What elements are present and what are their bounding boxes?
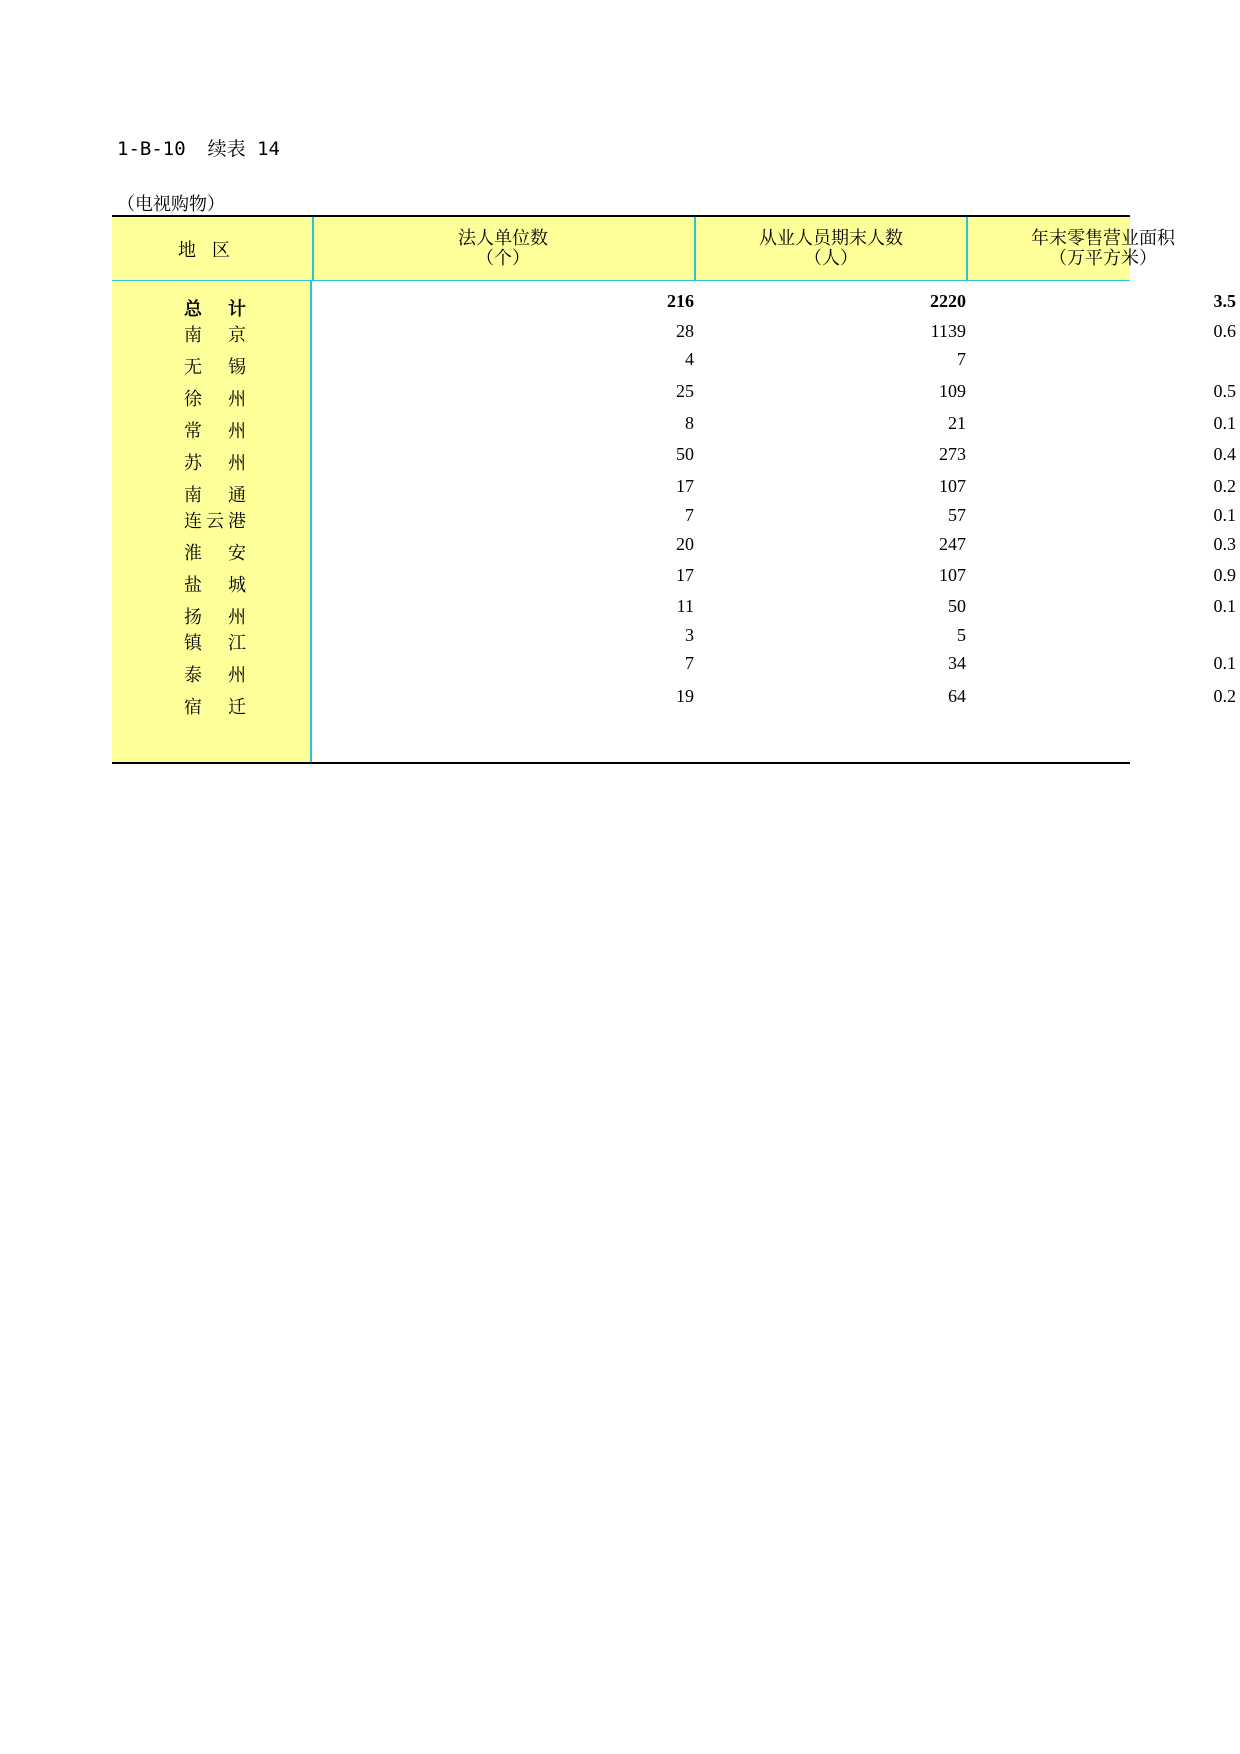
region-name (184, 385, 246, 411)
region-name-char: 盐 (184, 575, 202, 596)
retail-area-cell: 0.5 (1213, 381, 1236, 401)
retail-area-cell: 0.3 (1213, 534, 1236, 554)
region-name-char: 通 (228, 485, 246, 506)
header-legal-units-unit: （个） (476, 248, 530, 269)
header-retail-area-name: 年末零售营业面积 (1031, 228, 1175, 249)
region-name-char: 徐 (184, 389, 202, 410)
employees-cell: 107 (939, 565, 966, 585)
employees-cell: 50 (948, 596, 966, 616)
region-name (184, 481, 246, 507)
legal-units-cell: 19 (676, 686, 694, 706)
region-name-char: 安 (228, 543, 246, 564)
retail-area-cell: 0.6 (1213, 321, 1236, 341)
employees-cell: 5 (957, 625, 966, 645)
region-name-char: 总 (184, 299, 202, 320)
legal-units-cell: 25 (676, 381, 694, 401)
retail-area-cell: 0.1 (1213, 596, 1236, 616)
region-name-char: 城 (228, 575, 246, 596)
region-name-char: 州 (228, 665, 246, 686)
region-name (184, 507, 246, 533)
region-name-char: 苏 (184, 453, 202, 474)
region-name-char: 宿 (184, 697, 202, 718)
region-name (184, 321, 246, 347)
retail-area-cell: 0.1 (1213, 413, 1236, 433)
region-name (184, 603, 246, 629)
region-name-char: 连 (184, 511, 202, 532)
region-name-char: 州 (228, 607, 246, 628)
region-name-char: 京 (228, 325, 246, 346)
legal-units-cell: 3 (685, 625, 694, 645)
legal-units-cell: 4 (685, 349, 694, 369)
employees-cell: 109 (939, 381, 966, 401)
table-continuation: 续表 14 (207, 138, 280, 160)
retail-area-cell: 0.1 (1213, 505, 1236, 525)
legal-units-cell: 216 (667, 291, 694, 311)
retail-area-cell: 0.2 (1213, 686, 1236, 706)
legal-units-cell: 17 (676, 565, 694, 585)
employees-cell: 247 (939, 534, 966, 554)
header-region: 地区 (178, 240, 246, 261)
region-name (184, 295, 246, 321)
region-name-char: 锡 (228, 357, 246, 378)
region-name-char: 江 (228, 633, 246, 654)
page-subtitle: （电视购物） (117, 194, 225, 215)
region-name-char: 扬 (184, 607, 202, 628)
retail-area-cell: 0.4 (1213, 444, 1236, 464)
header-retail-area-unit: （万平方米） (1049, 248, 1157, 269)
legal-units-cell: 50 (676, 444, 694, 464)
region-name-char: 南 (184, 325, 202, 346)
region-name-char: 港 (228, 511, 246, 532)
legal-units-cell: 11 (676, 596, 694, 616)
region-name-char: 州 (228, 453, 246, 474)
region-name (184, 417, 246, 443)
employees-cell: 2220 (930, 291, 966, 311)
employees-cell: 21 (948, 413, 966, 433)
header-employees-unit: （人） (804, 248, 858, 269)
legal-units-cell: 7 (685, 653, 694, 673)
region-name-char: 州 (228, 389, 246, 410)
region-name-char: 计 (228, 299, 246, 320)
region-name (184, 629, 246, 655)
page-title (117, 134, 280, 161)
region-name-char: 镇 (184, 633, 202, 654)
region-name-char: 迁 (228, 697, 246, 718)
region-name-char: 州 (228, 421, 246, 442)
region-name (184, 539, 246, 565)
region-name (184, 571, 246, 597)
region-name-char: 淮 (184, 543, 202, 564)
legal-units-cell: 7 (685, 505, 694, 525)
employees-cell: 57 (948, 505, 966, 525)
region-name-char: 泰 (184, 665, 202, 686)
statistics-table (112, 215, 1236, 764)
retail-area-cell: 0.2 (1213, 476, 1236, 496)
legal-units-cell: 20 (676, 534, 694, 554)
legal-units-cell: 17 (676, 476, 694, 496)
region-name (184, 449, 246, 475)
legal-units-cell: 28 (676, 321, 694, 341)
region-name (184, 661, 246, 687)
region-name-char: 常 (184, 421, 202, 442)
region-name (184, 693, 246, 719)
header-legal-units-name: 法人单位数 (458, 228, 548, 249)
retail-area-cell: 0.9 (1213, 565, 1236, 585)
legal-units-cell: 8 (685, 413, 694, 433)
employees-cell: 1139 (930, 321, 966, 341)
region-name-char: 南 (184, 485, 202, 506)
header-employees-name: 从业人员期末人数 (759, 228, 903, 249)
region-name-char: 云 (206, 511, 224, 532)
employees-cell: 64 (948, 686, 966, 706)
region-name-char: 无 (184, 357, 202, 378)
region-name (184, 353, 246, 379)
employees-cell: 7 (957, 349, 966, 369)
employees-cell: 34 (948, 653, 966, 673)
employees-cell: 107 (939, 476, 966, 496)
table-code: 1-B-10 (117, 138, 186, 160)
retail-area-cell: 0.1 (1213, 653, 1236, 673)
employees-cell: 273 (939, 444, 966, 464)
retail-area-cell: 3.5 (1213, 291, 1236, 311)
